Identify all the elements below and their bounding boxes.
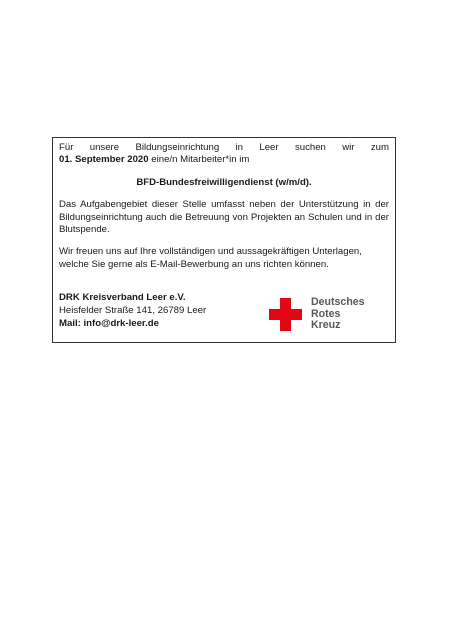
description-paragraph: Das Aufgabengebiet dieser Stelle umfasst neben der Unterstützung in der Bildungseinrichtung auch die Betreuung von Projekten an Schulen und in der Blutspende. xyxy=(59,199,389,236)
intro-rest: eine/n Mitarbeiter*in im xyxy=(148,154,250,166)
ad-footer xyxy=(59,292,389,340)
logo-line-1: Deutsches xyxy=(311,296,365,308)
red-cross-icon xyxy=(269,298,302,331)
contact-block xyxy=(59,292,206,330)
job-ad-box xyxy=(52,137,396,343)
intro-paragraph xyxy=(59,142,389,167)
logo-wordmark xyxy=(311,297,365,332)
address: Heisfelder Straße 141, 26789 Leer xyxy=(59,304,207,316)
intro-line: Für unsere Bildungseinrichtung in Leer suchen wir zum xyxy=(59,142,389,153)
closing-paragraph: Wir freuen uns auf Ihre vollständigen und aussagekräftigen Unterlagen, welche Sie gerne als E-Mail-Bewerbung an uns richten können. xyxy=(59,246,362,270)
start-date: 01. September 2020 xyxy=(59,154,149,166)
organization-name: DRK Kreisverband Leer e.V. xyxy=(59,292,186,303)
position-title: BFD-Bundesfreiwilligendienst (w/m/d). xyxy=(136,176,312,188)
logo-line-2: Rotes xyxy=(311,307,341,320)
drk-logo xyxy=(269,298,389,334)
logo-line-3: Kreuz xyxy=(311,319,341,332)
email-link[interactable]: Mail: info@drk-leer.de xyxy=(59,317,159,329)
